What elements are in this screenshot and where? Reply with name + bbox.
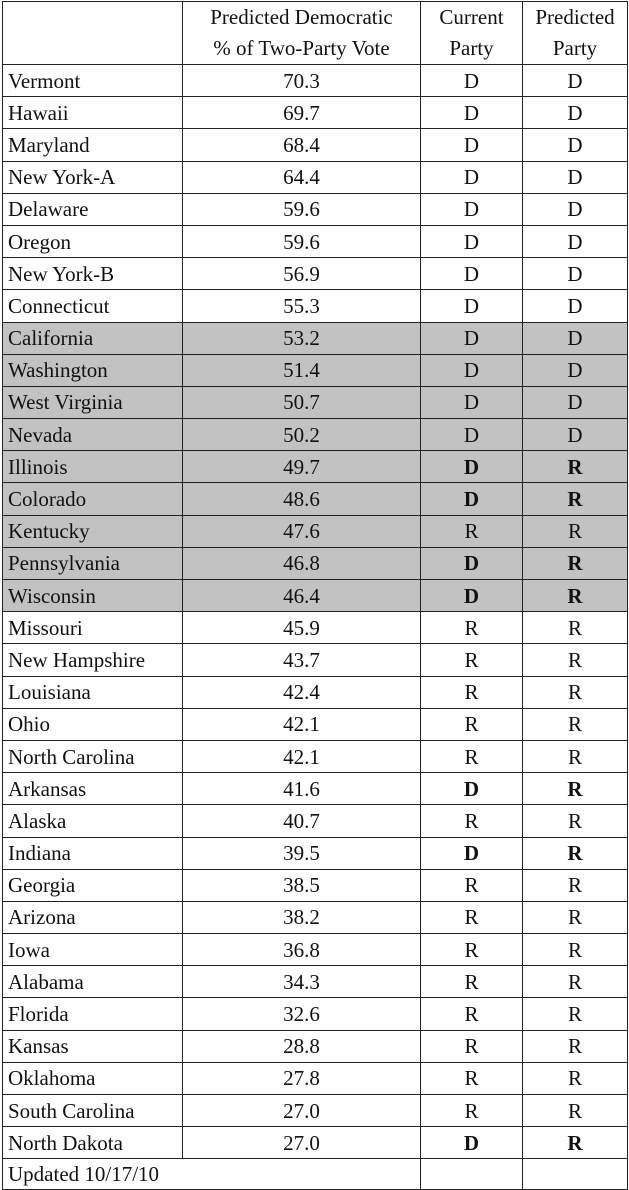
state-cell: New York-A (3, 161, 183, 193)
table-row (3, 676, 628, 708)
table-row (3, 580, 628, 612)
header-predicted-line1: Predicted (535, 5, 615, 29)
predicted-party-cell: R (523, 612, 628, 644)
state-cell: Arizona (3, 901, 183, 933)
state-cell: Wisconsin (3, 580, 183, 612)
footer-row (3, 1159, 628, 1190)
table-row (3, 966, 628, 998)
state-cell: New York-B (3, 258, 183, 290)
header-pct-line1: Predicted Democratic (210, 5, 393, 29)
predicted-pct-cell: 34.3 (183, 966, 421, 998)
predicted-party-cell: R (523, 934, 628, 966)
state-cell: Pennsylvania (3, 547, 183, 579)
state-cell: South Carolina (3, 1095, 183, 1127)
table-row (3, 837, 628, 869)
current-party-cell: R (421, 998, 523, 1030)
current-party-cell: D (421, 483, 523, 515)
table-row (3, 354, 628, 386)
current-party-cell: D (421, 419, 523, 451)
predicted-party-cell: R (523, 966, 628, 998)
predicted-party-cell: D (523, 65, 628, 97)
state-cell: Connecticut (3, 290, 183, 322)
predicted-pct-cell: 27.8 (183, 1062, 421, 1094)
predicted-pct-cell: 28.8 (183, 1030, 421, 1062)
current-party-cell: D (421, 451, 523, 483)
predicted-pct-cell: 51.4 (183, 354, 421, 386)
predicted-pct-cell: 39.5 (183, 837, 421, 869)
state-cell: North Carolina (3, 740, 183, 772)
predicted-pct-cell: 59.6 (183, 193, 421, 225)
predicted-pct-cell: 38.5 (183, 869, 421, 901)
current-party-cell: D (421, 773, 523, 805)
table-row (3, 773, 628, 805)
predicted-pct-cell: 50.7 (183, 386, 421, 418)
predicted-party-cell: D (523, 193, 628, 225)
state-cell: Indiana (3, 837, 183, 869)
table-row (3, 1127, 628, 1159)
table-body (3, 65, 628, 1159)
table-row (3, 1095, 628, 1127)
predicted-party-cell: R (523, 644, 628, 676)
state-cell: Alaska (3, 805, 183, 837)
current-party-cell: D (421, 193, 523, 225)
state-cell: North Dakota (3, 1127, 183, 1159)
current-party-cell: R (421, 1095, 523, 1127)
table-row (3, 322, 628, 354)
current-party-cell: D (421, 65, 523, 97)
predicted-party-cell: D (523, 386, 628, 418)
current-party-cell: R (421, 1062, 523, 1094)
current-party-cell: D (421, 1127, 523, 1159)
state-cell: Maryland (3, 129, 183, 161)
current-party-cell: D (421, 386, 523, 418)
predicted-party-cell: R (523, 998, 628, 1030)
table-row (3, 451, 628, 483)
header-pct-line2: % of Two-Party Vote (213, 36, 390, 60)
state-cell: Florida (3, 998, 183, 1030)
table-row (3, 644, 628, 676)
current-party-cell: R (421, 869, 523, 901)
predicted-pct-cell: 68.4 (183, 129, 421, 161)
predicted-pct-cell: 32.6 (183, 998, 421, 1030)
table-row (3, 97, 628, 129)
current-party-cell: D (421, 97, 523, 129)
predicted-party-cell: D (523, 258, 628, 290)
predicted-pct-cell: 55.3 (183, 290, 421, 322)
state-cell: Alabama (3, 966, 183, 998)
current-party-cell: D (421, 129, 523, 161)
state-cell: Illinois (3, 451, 183, 483)
state-cell: Ohio (3, 708, 183, 740)
table-row (3, 708, 628, 740)
updated-note: Updated 10/17/10 (3, 1159, 421, 1190)
predicted-pct-cell: 45.9 (183, 612, 421, 644)
table-row (3, 1030, 628, 1062)
current-party-cell: D (421, 837, 523, 869)
state-cell: Louisiana (3, 676, 183, 708)
current-party-cell: R (421, 901, 523, 933)
table-footer (3, 1159, 628, 1190)
predicted-pct-cell: 48.6 (183, 483, 421, 515)
state-cell: Vermont (3, 65, 183, 97)
predicted-party-cell: D (523, 129, 628, 161)
state-cell: Delaware (3, 193, 183, 225)
predicted-party-cell: D (523, 97, 628, 129)
table-row (3, 386, 628, 418)
footer-blank-current (421, 1159, 523, 1190)
predicted-party-cell: R (523, 451, 628, 483)
current-party-cell: D (421, 290, 523, 322)
table-row (3, 869, 628, 901)
predicted-pct-cell: 64.4 (183, 161, 421, 193)
header-predicted-party (523, 2, 628, 65)
predicted-pct-cell: 40.7 (183, 805, 421, 837)
table-row (3, 740, 628, 772)
state-cell: Arkansas (3, 773, 183, 805)
current-party-cell: R (421, 676, 523, 708)
current-party-cell: R (421, 515, 523, 547)
predicted-party-cell: R (523, 580, 628, 612)
state-cell: Kansas (3, 1030, 183, 1062)
state-cell: Washington (3, 354, 183, 386)
predicted-pct-cell: 41.6 (183, 773, 421, 805)
current-party-cell: R (421, 644, 523, 676)
table-row (3, 419, 628, 451)
predicted-pct-cell: 70.3 (183, 65, 421, 97)
state-cell: Colorado (3, 483, 183, 515)
table-row (3, 258, 628, 290)
table-row (3, 515, 628, 547)
table-row (3, 547, 628, 579)
state-cell: Hawaii (3, 97, 183, 129)
table-row (3, 290, 628, 322)
table-row (3, 901, 628, 933)
header-state (3, 2, 183, 65)
predicted-pct-cell: 43.7 (183, 644, 421, 676)
predicted-pct-cell: 27.0 (183, 1127, 421, 1159)
predicted-party-cell: R (523, 1062, 628, 1094)
predicted-party-cell: D (523, 419, 628, 451)
table-row (3, 483, 628, 515)
predicted-party-cell: R (523, 515, 628, 547)
predicted-pct-cell: 27.0 (183, 1095, 421, 1127)
current-party-cell: R (421, 612, 523, 644)
predicted-party-cell: R (523, 805, 628, 837)
current-party-cell: R (421, 740, 523, 772)
predicted-pct-cell: 36.8 (183, 934, 421, 966)
state-cell: Nevada (3, 419, 183, 451)
predicted-pct-cell: 50.2 (183, 419, 421, 451)
state-cell: Georgia (3, 869, 183, 901)
table-row (3, 934, 628, 966)
current-party-cell: R (421, 805, 523, 837)
table-row (3, 65, 628, 97)
predicted-party-cell: R (523, 869, 628, 901)
state-cell: Missouri (3, 612, 183, 644)
predicted-party-cell: R (523, 901, 628, 933)
current-party-cell: D (421, 547, 523, 579)
footer-blank-predicted (523, 1159, 628, 1190)
header-row (3, 2, 628, 65)
current-party-cell: R (421, 708, 523, 740)
predicted-pct-cell: 49.7 (183, 451, 421, 483)
predicted-party-cell: R (523, 483, 628, 515)
predicted-party-cell: R (523, 837, 628, 869)
table-header (3, 2, 628, 65)
predicted-pct-cell: 42.4 (183, 676, 421, 708)
state-cell: New Hampshire (3, 644, 183, 676)
header-current-line1: Current (439, 5, 504, 29)
predicted-pct-cell: 46.8 (183, 547, 421, 579)
table-row (3, 161, 628, 193)
table-row (3, 225, 628, 257)
header-predicted-line2: Party (552, 36, 598, 60)
state-cell: West Virginia (3, 386, 183, 418)
predicted-party-cell: R (523, 1030, 628, 1062)
predicted-party-cell: R (523, 740, 628, 772)
predicted-party-cell: R (523, 676, 628, 708)
predicted-party-cell: R (523, 1095, 628, 1127)
header-current-line2: Party (449, 36, 494, 60)
predicted-party-cell: R (523, 1127, 628, 1159)
current-party-cell: D (421, 354, 523, 386)
table-row (3, 998, 628, 1030)
predicted-pct-cell: 46.4 (183, 580, 421, 612)
predicted-pct-cell: 42.1 (183, 740, 421, 772)
current-party-cell: R (421, 1030, 523, 1062)
predicted-party-cell: D (523, 225, 628, 257)
predicted-pct-cell: 69.7 (183, 97, 421, 129)
predicted-pct-cell: 53.2 (183, 322, 421, 354)
predicted-party-cell: R (523, 708, 628, 740)
current-party-cell: D (421, 258, 523, 290)
header-predicted-democratic-pct (183, 2, 421, 65)
table-row (3, 129, 628, 161)
state-cell: Kentucky (3, 515, 183, 547)
current-party-cell: D (421, 322, 523, 354)
predicted-pct-cell: 56.9 (183, 258, 421, 290)
predicted-pct-cell: 38.2 (183, 901, 421, 933)
current-party-cell: R (421, 934, 523, 966)
predicted-party-cell: D (523, 322, 628, 354)
state-cell: California (3, 322, 183, 354)
table-row (3, 1062, 628, 1094)
table-row (3, 612, 628, 644)
current-party-cell: R (421, 966, 523, 998)
table-row (3, 805, 628, 837)
predicted-party-cell: R (523, 547, 628, 579)
current-party-cell: D (421, 580, 523, 612)
senate-prediction-table (2, 1, 628, 1190)
predicted-party-cell: R (523, 773, 628, 805)
predicted-pct-cell: 42.1 (183, 708, 421, 740)
predicted-party-cell: D (523, 354, 628, 386)
current-party-cell: D (421, 225, 523, 257)
current-party-cell: D (421, 161, 523, 193)
predicted-party-cell: D (523, 161, 628, 193)
table-row (3, 193, 628, 225)
state-cell: Oklahoma (3, 1062, 183, 1094)
predicted-pct-cell: 59.6 (183, 225, 421, 257)
state-cell: Oregon (3, 225, 183, 257)
state-cell: Iowa (3, 934, 183, 966)
predicted-party-cell: D (523, 290, 628, 322)
predicted-pct-cell: 47.6 (183, 515, 421, 547)
header-current-party (421, 2, 523, 65)
